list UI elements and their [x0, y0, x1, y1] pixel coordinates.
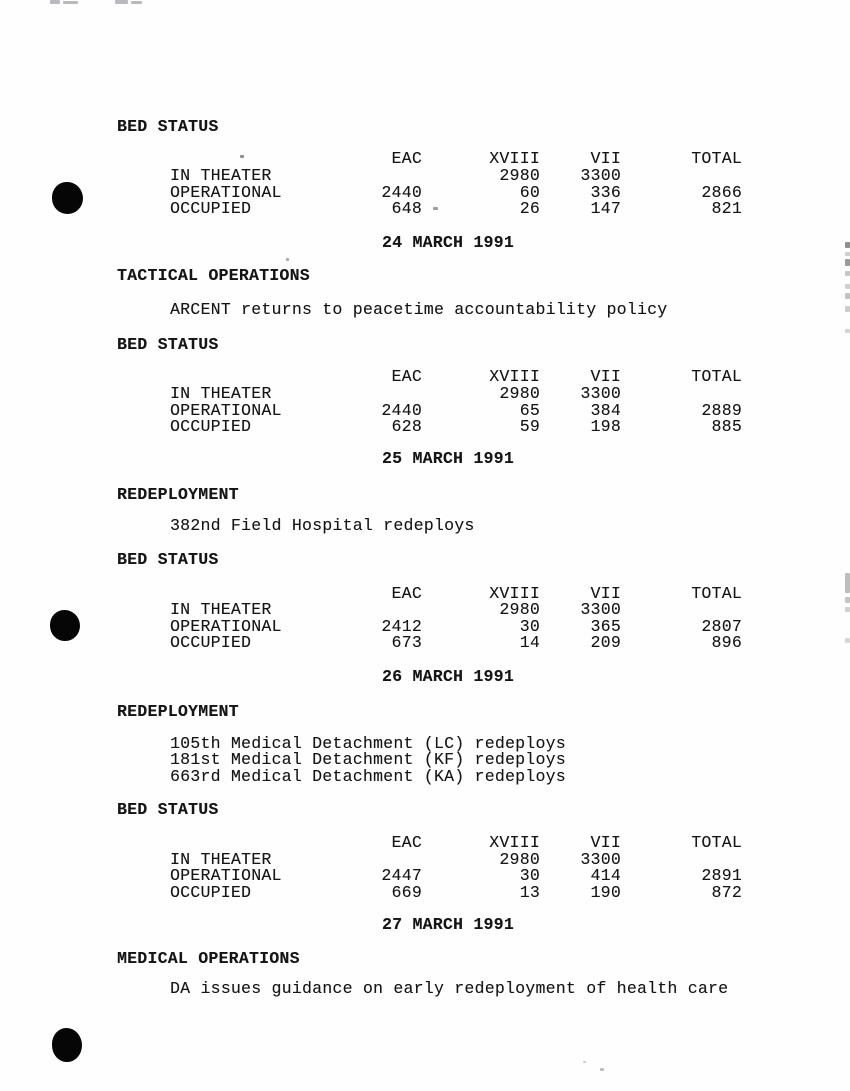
hole-punch-mark-3 — [52, 1028, 82, 1062]
table-row — [170, 184, 742, 201]
cell-xviii: 2980 — [499, 600, 540, 619]
cell-vii: 3300 — [580, 384, 621, 403]
row-label: IN THEATER — [170, 600, 272, 619]
entry-line: ARCENT returns to peacetime accountability policy — [170, 300, 668, 319]
cell-xviii: 2980 — [499, 850, 540, 869]
cell-total: 2807 — [701, 617, 742, 636]
cell-eac — [335, 601, 422, 618]
entry-line: 382nd Field Hospital redeploys — [170, 516, 475, 535]
bed-status-table-1-header — [170, 150, 742, 167]
cell-total — [621, 601, 742, 618]
entry-line: 663rd Medical Detachment (KA) redeploys — [170, 767, 566, 786]
column-header-vii: VII — [590, 833, 621, 852]
cell-eac — [335, 385, 422, 402]
row-label: OPERATIONAL — [170, 401, 282, 420]
cell-xviii: 2980 — [499, 384, 540, 403]
cell-xviii: 59 — [519, 417, 540, 436]
column-header-vii: VII — [590, 584, 621, 603]
table-row — [170, 167, 742, 184]
table-row — [170, 634, 742, 651]
entry-line: DA issues guidance on early redeployment of health care — [170, 979, 729, 998]
cell-eac: 628 — [391, 417, 422, 436]
column-header-xviii: XVIII — [489, 584, 540, 603]
table-row — [170, 884, 742, 901]
cell-eac — [335, 167, 422, 184]
column-header-xviii: XVIII — [489, 367, 540, 386]
table-row — [170, 418, 742, 435]
cell-vii: 3300 — [580, 166, 621, 185]
cell-xviii: 30 — [519, 617, 540, 636]
cell-total: 821 — [711, 199, 742, 218]
column-header-xviii: XVIII — [489, 833, 540, 852]
row-label: OPERATIONAL — [170, 866, 282, 885]
column-header-total: TOTAL — [691, 367, 742, 386]
redeployment-heading-2: REDEPLOYMENT — [117, 702, 239, 721]
cell-eac: 2440 — [381, 183, 422, 202]
date-heading-25-march: 25 MARCH 1991 — [382, 449, 514, 468]
cell-xviii: 60 — [519, 183, 540, 202]
cell-vii: 384 — [590, 401, 621, 420]
bed-status-heading-3: BED STATUS — [117, 550, 219, 569]
cell-eac: 673 — [391, 633, 422, 652]
cell-vii: 3300 — [580, 850, 621, 869]
cell-vii: 414 — [590, 866, 621, 885]
redeployment-heading-1: REDEPLOYMENT — [117, 485, 239, 504]
bed-status-heading-4: BED STATUS — [117, 800, 219, 819]
cell-eac: 2412 — [381, 617, 422, 636]
cell-vii: 190 — [590, 883, 621, 902]
column-header-vii: VII — [590, 367, 621, 386]
cell-xviii: 14 — [519, 633, 540, 652]
cell-total: 872 — [711, 883, 742, 902]
table-row — [170, 618, 742, 635]
row-label-spacer — [170, 834, 335, 851]
cell-vii: 365 — [590, 617, 621, 636]
row-label-spacer — [170, 150, 335, 167]
cell-total — [621, 385, 742, 402]
cell-vii: 209 — [590, 633, 621, 652]
column-header-eac: EAC — [391, 833, 422, 852]
row-label: OPERATIONAL — [170, 183, 282, 202]
bed-status-table-4-header — [170, 834, 742, 851]
cell-xviii: 65 — [519, 401, 540, 420]
table-row — [170, 402, 742, 419]
table-row — [170, 867, 742, 884]
column-header-eac: EAC — [391, 584, 422, 603]
cell-eac: 669 — [391, 883, 422, 902]
cell-eac: 2447 — [381, 866, 422, 885]
tactical-operations-heading: TACTICAL OPERATIONS — [117, 266, 310, 285]
row-label: IN THEATER — [170, 384, 272, 403]
row-label: OPERATIONAL — [170, 617, 282, 636]
entry-line: 105th Medical Detachment (LC) redeploys — [170, 734, 566, 753]
row-label: OCCUPIED — [170, 633, 252, 652]
cell-eac: 648 — [391, 199, 422, 218]
row-label: IN THEATER — [170, 850, 272, 869]
row-label: IN THEATER — [170, 166, 272, 185]
cell-xviii: 2980 — [499, 166, 540, 185]
cell-vii: 336 — [590, 183, 621, 202]
date-heading-24-march: 24 MARCH 1991 — [382, 233, 514, 252]
date-heading-26-march: 26 MARCH 1991 — [382, 667, 514, 686]
cell-total: 2891 — [701, 866, 742, 885]
cell-xviii: 13 — [519, 883, 540, 902]
cell-xviii: 26 — [519, 199, 540, 218]
hole-punch-mark-2 — [50, 610, 80, 641]
cell-vii: 3300 — [580, 600, 621, 619]
cell-vii: 198 — [590, 417, 621, 436]
cell-total: 2866 — [701, 183, 742, 202]
column-header-vii: VII — [590, 149, 621, 168]
cell-total: 2889 — [701, 401, 742, 420]
cell-xviii: 30 — [519, 866, 540, 885]
cell-vii: 147 — [590, 199, 621, 218]
column-header-total: TOTAL — [691, 833, 742, 852]
table-row — [170, 385, 742, 402]
row-label: OCCUPIED — [170, 199, 252, 218]
cell-eac: 2440 — [381, 401, 422, 420]
cell-total — [621, 167, 742, 184]
table-row — [170, 601, 742, 618]
bed-status-table-2-header — [170, 368, 742, 385]
column-header-eac: EAC — [391, 149, 422, 168]
hole-punch-mark-1 — [52, 182, 83, 214]
cell-total: 896 — [711, 633, 742, 652]
row-label: OCCUPIED — [170, 417, 252, 436]
column-header-total: TOTAL — [691, 584, 742, 603]
bed-status-heading-1: BED STATUS — [117, 117, 219, 136]
table-row — [170, 200, 742, 217]
row-label: OCCUPIED — [170, 883, 252, 902]
bed-status-heading-2: BED STATUS — [117, 335, 219, 354]
entry-line: 181st Medical Detachment (KF) redeploys — [170, 750, 566, 769]
column-header-xviii: XVIII — [489, 149, 540, 168]
column-header-eac: EAC — [391, 367, 422, 386]
date-heading-27-march: 27 MARCH 1991 — [382, 915, 514, 934]
medical-operations-heading: MEDICAL OPERATIONS — [117, 949, 300, 968]
column-header-total: TOTAL — [691, 149, 742, 168]
cell-total: 885 — [711, 417, 742, 436]
row-label-spacer — [170, 368, 335, 385]
